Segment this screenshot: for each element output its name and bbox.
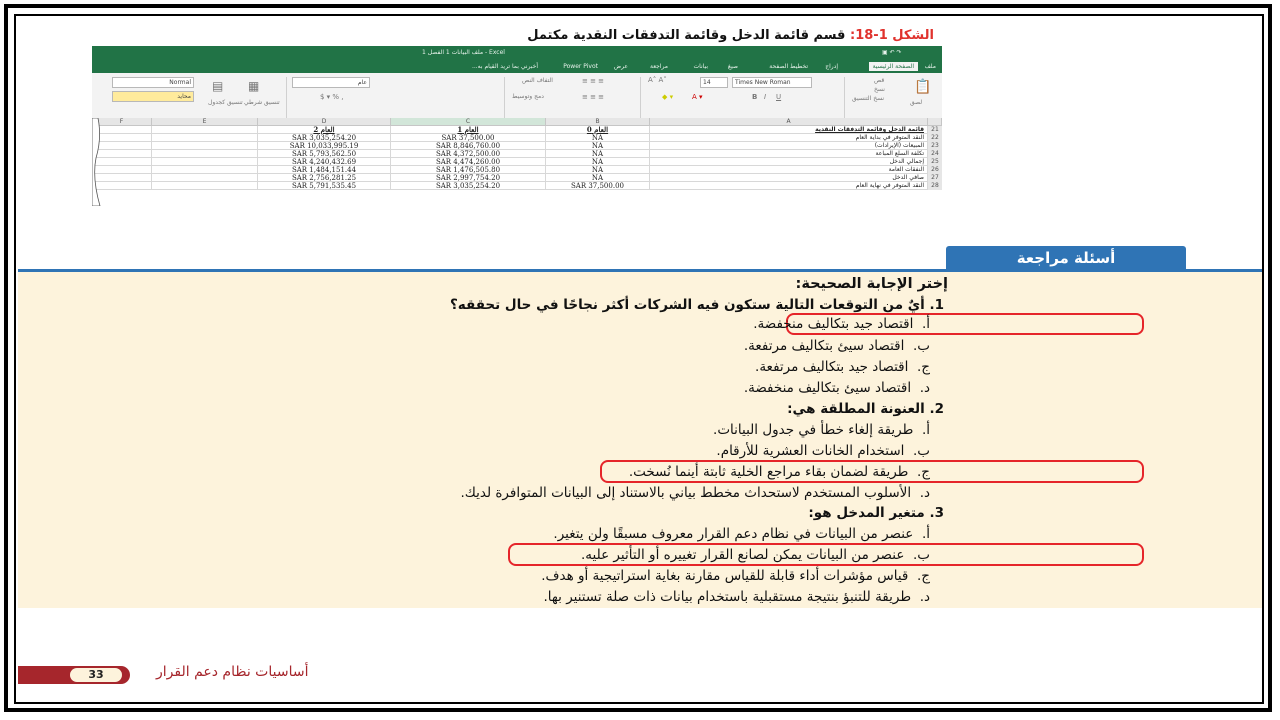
q2-option-d[interactable] bbox=[460, 483, 930, 503]
cell-C26[interactable]: SAR 1,476,505.80 bbox=[391, 166, 546, 174]
ribbon-tabs bbox=[92, 60, 942, 73]
question-2: 2. العنونة المطلقة هي: bbox=[787, 401, 944, 417]
font-name-select[interactable]: Times New Roman bbox=[732, 77, 812, 88]
col-header-C[interactable]: C bbox=[391, 118, 546, 126]
q3-option-b[interactable] bbox=[581, 545, 930, 565]
table-row bbox=[92, 174, 942, 182]
row-number[interactable]: 28 bbox=[928, 182, 942, 190]
cell-E28[interactable] bbox=[152, 182, 258, 190]
tab-view[interactable]: عرض bbox=[613, 63, 628, 70]
table-row bbox=[92, 150, 942, 158]
col-header-B[interactable]: B bbox=[546, 118, 650, 126]
cell-B21[interactable]: العام 0 bbox=[546, 126, 650, 134]
number-format-select[interactable]: عام bbox=[292, 77, 370, 88]
option-text: اقتصاد جيد بتكاليف مرتفعة. bbox=[755, 359, 909, 375]
cell-D26[interactable]: SAR 1,484,151.44 bbox=[258, 166, 391, 174]
wrap-text-button[interactable]: التفاف النص bbox=[522, 77, 553, 84]
italic-icon[interactable]: I bbox=[764, 93, 767, 101]
cell-A27[interactable]: صافي الدخل bbox=[650, 174, 928, 182]
cell-B27[interactable]: NA bbox=[546, 174, 650, 182]
cell-D28[interactable]: SAR 5,791,535.45 bbox=[258, 182, 391, 190]
option-letter: ب. bbox=[912, 547, 930, 563]
tell-me-box[interactable]: أخبرني بما تريد القيام به... bbox=[471, 63, 538, 70]
align-top-icon[interactable]: ≡ ≡ ≡ bbox=[582, 77, 605, 85]
cell-D22[interactable]: SAR 3,035,254.20 bbox=[258, 134, 391, 142]
cell-C23[interactable]: SAR 8,846,760.00 bbox=[391, 142, 546, 150]
tab-formulas[interactable]: صيغ bbox=[727, 63, 738, 70]
option-letter: ج. bbox=[916, 359, 930, 375]
format-table-icon[interactable]: ▤ bbox=[212, 79, 224, 93]
cell-C21[interactable]: العام 1 bbox=[391, 126, 546, 134]
cell-A22[interactable]: النقد المتوفر في بداية العام bbox=[650, 134, 928, 142]
row-number[interactable]: 21 bbox=[928, 126, 942, 134]
q1-option-b[interactable] bbox=[744, 336, 930, 356]
cell-A24[interactable]: تكلفة السلع المباعة bbox=[650, 150, 928, 158]
cell-D23[interactable]: SAR 10,033,995.19 bbox=[258, 142, 391, 150]
option-letter: ج. bbox=[916, 568, 930, 584]
figure-title: قسم قائمة الدخل وقائمة التدفقات النقدية مكتمل bbox=[527, 28, 846, 43]
table-row bbox=[92, 158, 942, 166]
number-format-icons[interactable]: $ ▾ % , bbox=[320, 93, 344, 101]
cell-E21[interactable] bbox=[152, 126, 258, 134]
bold-icon[interactable]: B bbox=[752, 93, 758, 101]
option-text: طريقة للتنبؤ بنتيجة مستقبلية باستخدام بيانات ذات صلة تستنير بها. bbox=[543, 589, 912, 605]
excel-title-bar bbox=[92, 46, 942, 60]
figure-caption bbox=[527, 28, 934, 43]
cell-A28[interactable]: النقد المتوفر في نهاية العام bbox=[650, 182, 928, 190]
cell-C25[interactable]: SAR 4,474,260.00 bbox=[391, 158, 546, 166]
question-3: 3. متغير المدخل هو: bbox=[808, 505, 944, 521]
cell-B22[interactable]: NA bbox=[546, 134, 650, 142]
tab-file[interactable]: ملف bbox=[924, 63, 936, 70]
page-number: 33 bbox=[70, 668, 122, 682]
option-text: قياس مؤشرات أداء قابلة للقياس مقارنة بغاية استراتيجية أو هدف. bbox=[541, 568, 909, 584]
book-title: أساسيات نظام دعم القرار bbox=[156, 664, 309, 680]
cell-E27[interactable] bbox=[152, 174, 258, 182]
underline-icon[interactable]: U bbox=[776, 93, 782, 101]
cell-B24[interactable]: NA bbox=[546, 150, 650, 158]
format-painter-button[interactable]: نسخ التنسيق bbox=[852, 95, 885, 102]
cell-D21[interactable]: العام 2 bbox=[258, 126, 391, 134]
option-text: طريقة إلغاء خطأ في جدول البيانات. bbox=[713, 422, 914, 438]
q1-option-d[interactable] bbox=[744, 378, 930, 398]
tab-power-pivot[interactable]: Power Pivot bbox=[563, 63, 598, 70]
align-center-icon[interactable]: ≡ ≡ ≡ bbox=[582, 93, 605, 101]
cell-A26[interactable]: النفقات العامة bbox=[650, 166, 928, 174]
tab-review[interactable]: مراجعة bbox=[649, 63, 668, 70]
cell-E25[interactable] bbox=[152, 158, 258, 166]
option-text: عنصر من البيانات في نظام دعم القرار معروف مسبقًا ولن يتغير. bbox=[553, 526, 914, 542]
font-color-icon[interactable]: A ▾ bbox=[692, 93, 703, 101]
row-number[interactable]: 22 bbox=[928, 134, 942, 142]
cell-C22[interactable]: SAR 37,500.00 bbox=[391, 134, 546, 142]
col-header-E[interactable]: E bbox=[152, 118, 258, 126]
option-letter: د. bbox=[919, 485, 930, 501]
option-letter: ج. bbox=[916, 464, 930, 480]
row-number[interactable]: 23 bbox=[928, 142, 942, 150]
table-row bbox=[92, 134, 942, 142]
table-row bbox=[92, 182, 942, 190]
tab-home[interactable]: الصفحة الرئيسية bbox=[869, 62, 918, 71]
cell-E23[interactable] bbox=[152, 142, 258, 150]
excel-window-title: ملف البيانات 1 الفصل 1 - Excel bbox=[422, 49, 505, 56]
col-header-F[interactable]: F bbox=[92, 118, 152, 126]
cell-D27[interactable]: SAR 2,756,281.25 bbox=[258, 174, 391, 182]
quick-access-icons: ▣ ↶ ↷ bbox=[882, 49, 902, 56]
q2-option-c[interactable] bbox=[629, 462, 930, 482]
row-number[interactable]: 24 bbox=[928, 150, 942, 158]
option-letter: ب. bbox=[912, 338, 930, 354]
option-text: اقتصاد سيئ بتكاليف منخفضة. bbox=[743, 380, 912, 396]
tab-page-layout[interactable]: تخطيط الصفحة bbox=[769, 63, 808, 70]
row-number[interactable]: 25 bbox=[928, 158, 942, 166]
cell-E26[interactable] bbox=[152, 166, 258, 174]
col-header-A[interactable]: A bbox=[650, 118, 928, 126]
option-text: اقتصاد جيد بتكاليف منخفضة. bbox=[753, 316, 914, 332]
table-row bbox=[92, 142, 942, 150]
paste-label[interactable]: لصق bbox=[910, 99, 923, 106]
q3-option-a[interactable] bbox=[553, 524, 930, 544]
cell-A21[interactable]: قائمة الدخل وقائمة التدفقات النقدية bbox=[650, 126, 928, 134]
table-row bbox=[92, 166, 942, 174]
option-letter: أ. bbox=[921, 422, 930, 438]
cell-B28[interactable]: SAR 37,500.00 bbox=[546, 182, 650, 190]
cell-B23[interactable]: NA bbox=[546, 142, 650, 150]
cell-A23[interactable]: المبيعات (الإيرادات) bbox=[650, 142, 928, 150]
option-text: طريقة لضمان بقاء مراجع الخلية ثابتة أينما نُسخت. bbox=[628, 464, 909, 480]
fill-color-icon[interactable]: ◆ ▾ bbox=[662, 93, 674, 101]
q1-option-a[interactable] bbox=[753, 314, 930, 334]
style-neutral[interactable]: محايد bbox=[112, 91, 194, 102]
style-normal[interactable]: Normal bbox=[112, 77, 194, 88]
cell-E22[interactable] bbox=[152, 134, 258, 142]
cell-E24[interactable] bbox=[152, 150, 258, 158]
col-header-D[interactable]: D bbox=[258, 118, 391, 126]
format-as-table-button[interactable]: تنسيق كجدول bbox=[208, 99, 243, 106]
paste-icon[interactable]: 📋 bbox=[914, 79, 932, 95]
cell-D25[interactable]: SAR 4,240,432.69 bbox=[258, 158, 391, 166]
option-letter: أ. bbox=[921, 526, 930, 542]
font-size-select[interactable]: 14 bbox=[700, 77, 728, 88]
q3-option-c[interactable] bbox=[541, 566, 930, 586]
cell-B26[interactable]: NA bbox=[546, 166, 650, 174]
option-letter: د. bbox=[919, 380, 930, 396]
font-grow-shrink-icon[interactable]: A˄ A˅ bbox=[648, 76, 667, 84]
conditional-format-button[interactable]: تنسيق شرطي bbox=[244, 99, 280, 106]
cell-B25[interactable]: NA bbox=[546, 158, 650, 166]
torn-edge bbox=[92, 118, 104, 206]
cell-D24[interactable]: SAR 5,793,562.50 bbox=[258, 150, 391, 158]
worksheet bbox=[92, 118, 942, 206]
option-text: عنصر من البيانات يمكن لصانع القرار تغييره أو التأثير عليه. bbox=[581, 547, 905, 563]
row-number[interactable]: 27 bbox=[928, 174, 942, 182]
option-letter: د. bbox=[919, 589, 930, 605]
merge-center-button[interactable]: دمج وتوسيط bbox=[512, 93, 544, 100]
option-text: استخدام الخانات العشرية للأرقام. bbox=[716, 443, 905, 459]
conditional-format-icon[interactable]: ▦ bbox=[248, 79, 260, 93]
table-row bbox=[92, 126, 942, 134]
excel-screenshot bbox=[92, 46, 942, 206]
cell-C24[interactable]: SAR 4,372,500.00 bbox=[391, 150, 546, 158]
row-number[interactable]: 26 bbox=[928, 166, 942, 174]
figure-label: الشكل 1-18: bbox=[849, 28, 934, 43]
tab-data[interactable]: بيانات bbox=[693, 63, 708, 70]
option-text: الأسلوب المستخدم لاستحداث مخطط بياني بالاستناد إلى البيانات المتوافرة لديك. bbox=[460, 485, 912, 501]
instruction: إختر الإجابة الصحيحة: bbox=[795, 276, 948, 292]
option-text: اقتصاد سيئ بتكاليف مرتفعة. bbox=[743, 338, 905, 354]
cell-C28[interactable]: SAR 3,035,254.20 bbox=[391, 182, 546, 190]
q3-option-d[interactable] bbox=[544, 587, 930, 607]
cell-A25[interactable]: إجمالي الدخل bbox=[650, 158, 928, 166]
q1-option-c[interactable] bbox=[755, 357, 930, 377]
q2-option-b[interactable] bbox=[716, 441, 930, 461]
question-1: 1. أيٌ من التوقعات التالية ستكون فيه الشركات أكثر نجاحًا في حال تحققه؟ bbox=[449, 297, 944, 313]
q2-option-a[interactable] bbox=[713, 420, 930, 440]
tab-insert[interactable]: إدراج bbox=[825, 63, 838, 70]
cut-button[interactable]: قص bbox=[874, 77, 885, 84]
option-letter: أ. bbox=[921, 316, 930, 332]
cell-C27[interactable]: SAR 2,997,754.20 bbox=[391, 174, 546, 182]
select-all-corner[interactable] bbox=[928, 118, 942, 126]
review-heading: أسئلة مراجعة bbox=[946, 246, 1186, 270]
option-letter: ب. bbox=[912, 443, 930, 459]
copy-button[interactable]: نسخ bbox=[874, 86, 885, 93]
